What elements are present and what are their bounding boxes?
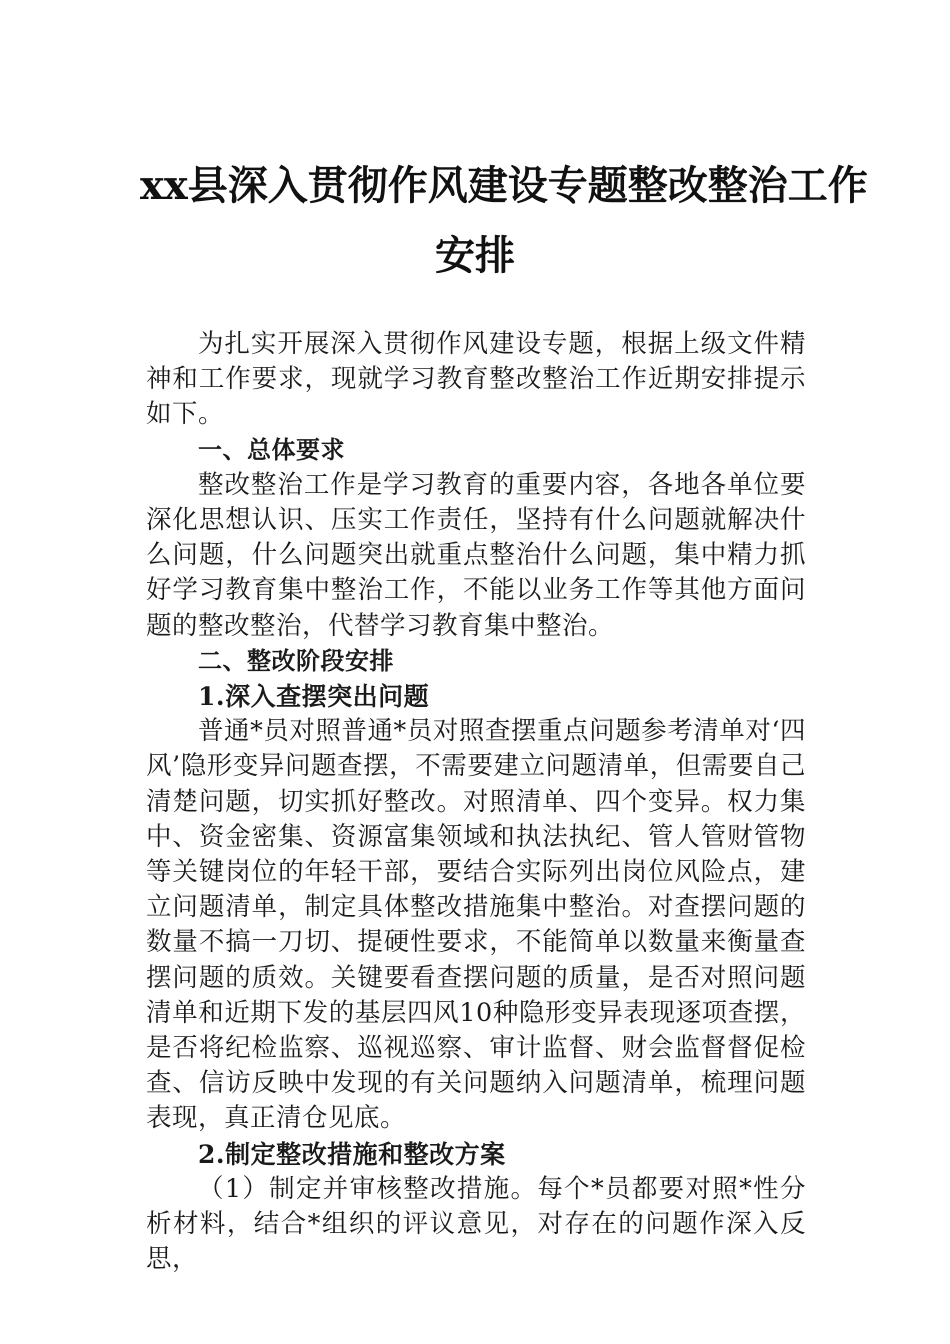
subsection-1-paragraph: 普通*员对照普通*员对照查摆重点问题参考清单对‘四风’隐形变异问题查摆，不需要建立问题清单，但需要自己清楚问题，切实抓好整改。对照清单、四个变异。权力集中、资金密集、资源富集领域和执法执纪、管人管财管物等关键岗位的年轻干部，要结合实际列出岗位风险点，建立问题清单，制定具体整改措施集中整治。对查摆问题的数量不搞一刀切、提硬性要求，不能简单以数量来衡量查摆问题的质效。关键要看查摆问题的质量，是否对照问题清单和近期下发的基层四风10种隐形变异表现逐项查摆，是否将纪检监察、巡视巡察、审计监督、财会监督督促检查、信访反映中发现的有关问题纳入问题清单，梳理问题表现，真正清仓见底。 xyxy=(146,716,806,1134)
section-2-heading: 二、整改阶段安排 xyxy=(198,646,394,675)
document-title-line-2: 安排 xyxy=(435,232,515,279)
section-1-heading: 一、总体要求 xyxy=(198,435,345,464)
document-title-line-1: xx县深入贯彻作风建设专题整改整治工作 xyxy=(140,162,868,209)
subsection-1-heading: 1.深入查摆突出问题 xyxy=(198,682,430,712)
intro-paragraph: 为扎实开展深入贯彻作风建设专题，根据上级文件精神和工作要求，现就学习教育整改整治工作近期安排提示如下。 xyxy=(146,329,806,430)
section-1-paragraph: 整改整治工作是学习教育的重要内容，各地各单位要深化思想认识、压实工作责任，坚持有什么问题就解决什么问题，什么问题突出就重点整治什么问题，集中精力抓好学习教育集中整治工作，不能以业务工作等其他方面问题的整改整治，代替学习教育集中整治。 xyxy=(146,469,806,641)
subsection-2-heading: 2.制定整改措施和整改方案 xyxy=(198,1139,506,1169)
document-body xyxy=(146,327,806,1277)
subsection-2-paragraph: （1）制定并审核整改措施。每个*员都要对照*性分析材料，结合*组织的评议意见，对存在的问题作深入反思， xyxy=(146,1173,806,1275)
